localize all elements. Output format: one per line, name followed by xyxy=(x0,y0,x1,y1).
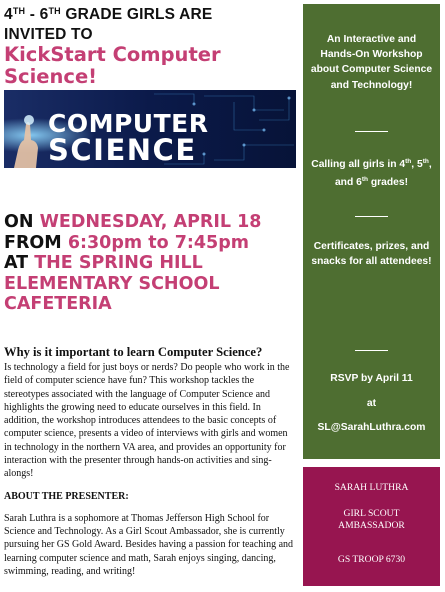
why-paragraph: Is technology a field for just boys or nerds? Do people who work in the field of computer science have fun? This workshop tackles the stereotypes associated with the language of Computer Science and highlights the growing need to educate ourselves in this field. In addition, the workshop introduces attendees to the basic concepts of computer science, presents a video of interviews with girls and women in technology in the northern VA area, and provides an opportunity for interaction with the presenter through hands-on activities and sing-alongs! xyxy=(4,362,290,480)
banner-title-line-1: COMPUTER xyxy=(48,109,209,138)
flyer-body xyxy=(4,345,296,578)
invite-line-1: 4TH - 6TH GRADE GIRLS ARE xyxy=(4,6,213,23)
presenter-contact-box xyxy=(303,467,440,586)
sidebar-grades-text: Calling all girls in 4th, 5th, and 6th grades! xyxy=(311,158,432,189)
sidebar-divider xyxy=(355,350,388,351)
flyer-header xyxy=(4,0,296,88)
info-sidebar xyxy=(303,4,440,459)
banner-title-line-2: SCIENCE xyxy=(48,133,197,167)
event-location-line-3: CAFETERIA xyxy=(4,294,112,314)
presenter-role: GIRL SCOUT AMBASSADOR xyxy=(338,508,405,532)
sidebar-workshop-text: An Interactive and Hands-On Workshop about Computer Science and Technology! xyxy=(310,34,433,91)
why-heading: Why is it important to learn Computer Science? xyxy=(4,345,263,359)
event-location-line: AT THE SPRING HILL xyxy=(4,253,203,273)
touch-glow-icon xyxy=(24,115,34,125)
presenter-troop: GS TROOP 6730 xyxy=(337,554,406,565)
invite-line-2: INVITED TO xyxy=(4,26,93,43)
flyer-title: KickStart Computer Science! xyxy=(4,43,221,88)
about-heading: ABOUT THE PRESENTER: xyxy=(4,490,129,502)
presenter-name: SARAH LUTHRA xyxy=(334,482,409,493)
banner-image xyxy=(4,90,296,168)
computer-science-banner xyxy=(4,90,296,168)
event-details xyxy=(4,212,296,315)
sidebar-divider xyxy=(355,216,388,217)
sidebar-rsvp-text: RSVP by April 11 xyxy=(330,373,413,384)
event-time-line: FROM 6:30pm to 7:45pm xyxy=(4,232,249,253)
about-paragraph: Sarah Luthra is a sophomore at Thomas Jefferson High School for Science and Technology. As a Girl Scout Ambassador, she is currently pursuing her GS Gold Award. Besides having a passion for teaching and learning computer science and math, Sarah enjoys singing, dancing, swimming, reading, and writing! xyxy=(4,512,294,577)
sidebar-email-link[interactable]: SL@SarahLuthra.com xyxy=(317,422,426,433)
sidebar-divider xyxy=(355,131,388,132)
event-location-line-2: ELEMENTARY SCHOOL xyxy=(4,273,220,294)
sidebar-prizes-text: Certificates, prizes, and snacks for all attendees! xyxy=(311,241,432,268)
sidebar-at-text: at xyxy=(366,398,377,409)
event-date-line: ON WEDNESDAY, APRIL 18 xyxy=(4,212,262,232)
